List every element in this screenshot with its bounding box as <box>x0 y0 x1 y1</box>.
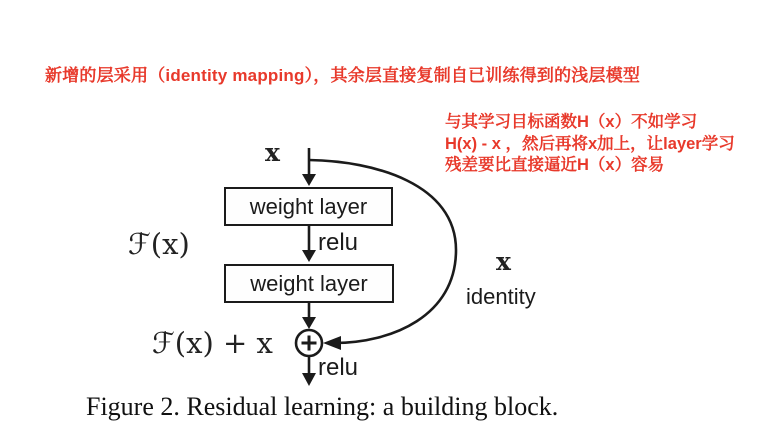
weight-layer-box-1 <box>224 187 393 226</box>
input-arrow <box>302 148 316 186</box>
residual-function-label: ℱ(x) <box>128 227 190 261</box>
relu-out-label: relu <box>318 354 359 381</box>
output-sum-label: ℱ(x) + x <box>152 326 273 360</box>
output-arrow <box>302 356 316 386</box>
annotation-side-line-3: 残差要比直接逼近H（x）容易 <box>445 156 665 174</box>
add-node <box>296 330 322 356</box>
figure-caption: Figure 2. Residual learning: a building block. <box>86 392 559 421</box>
weight-layer-1-label: weight layer <box>249 193 368 219</box>
input-x-label: x <box>265 138 280 167</box>
weight-layer-box-2 <box>224 264 394 303</box>
annotation-top: 新增的层采用（identity mapping），其余层直接复制自已训练得到的浅层模型 <box>45 66 641 85</box>
relu-mid-label: relu <box>318 229 359 256</box>
to-add-arrow <box>302 303 316 329</box>
skip-arrowhead-icon <box>323 336 341 350</box>
annotation-side-line-1: 与其学习目标函数H（x）不如学习 <box>445 113 698 131</box>
annotation-side-line-2: H(x) - x ，然后再将x加上，让layer学习 <box>445 134 735 153</box>
skip-x-label: x <box>496 247 511 276</box>
mid-arrow <box>302 226 316 262</box>
identity-label: identity <box>466 284 536 309</box>
weight-layer-2-label: weight layer <box>250 270 368 296</box>
